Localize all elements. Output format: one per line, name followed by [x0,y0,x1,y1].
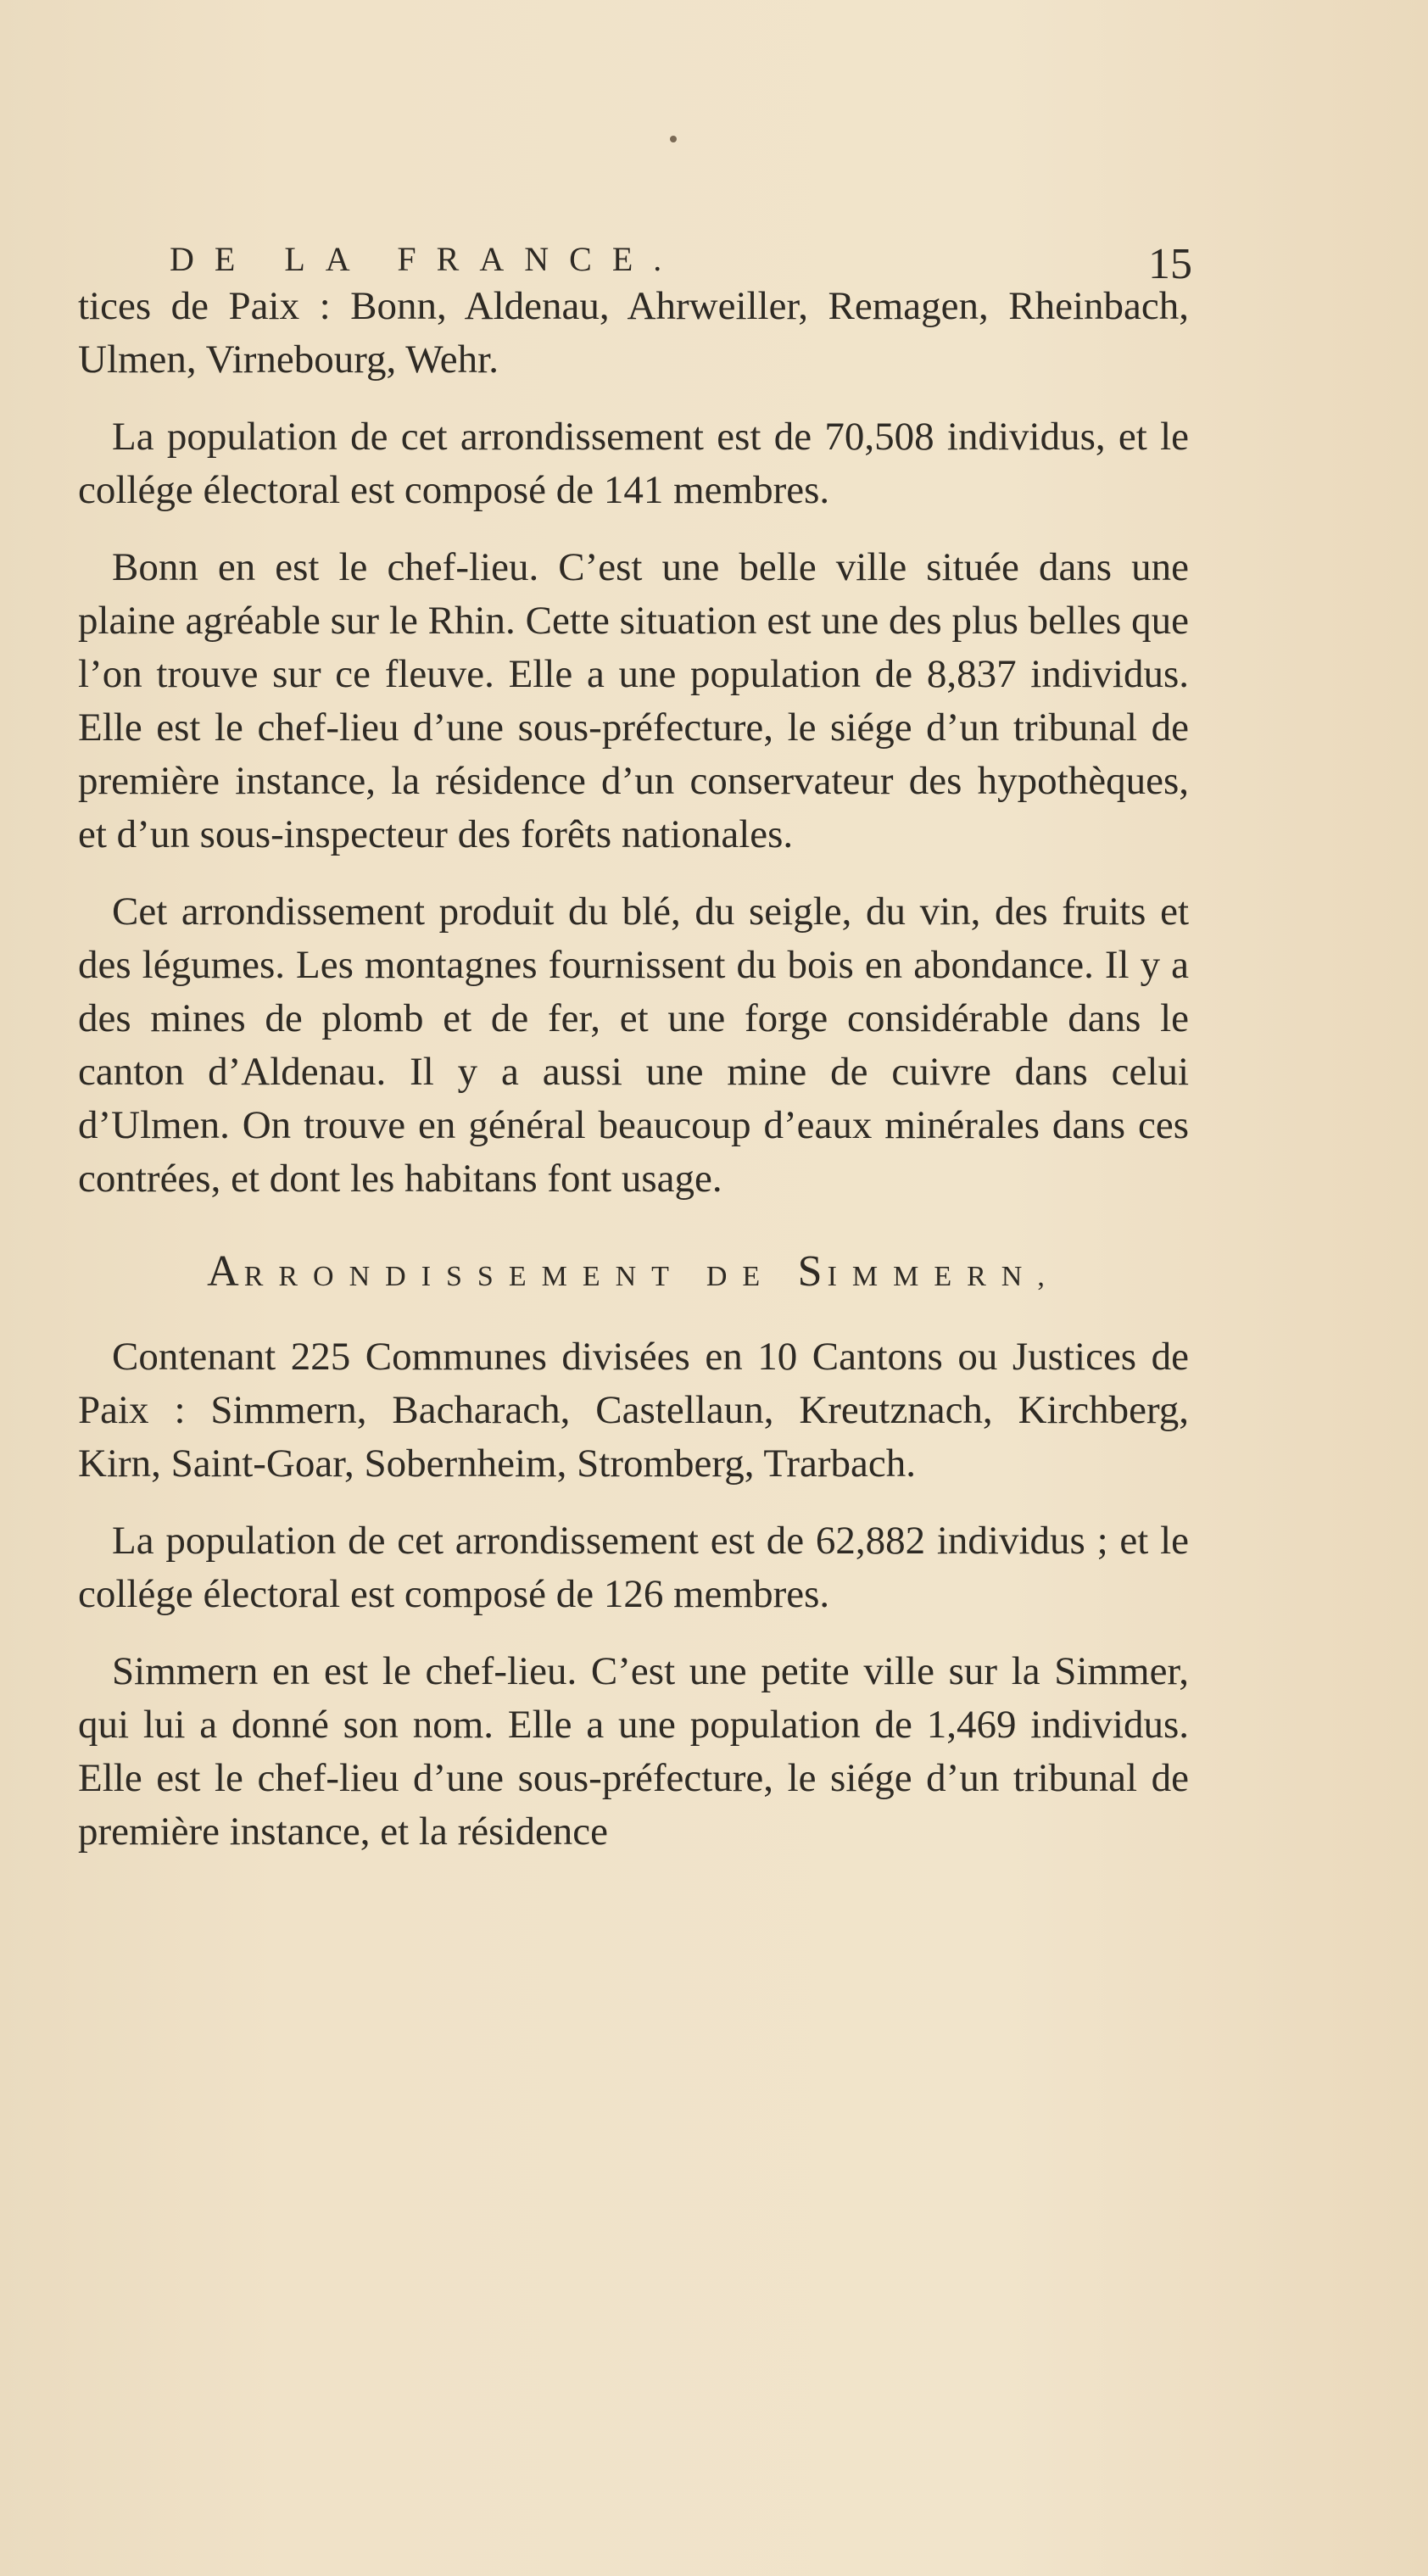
paragraph-7: Simmern en est le chef-lieu. C’est une petite ville sur la Simmer, qui lui a donné son nom. Elle a une population de 1,469 individus. Elle est le chef-lieu d’une sous-préfecture, le siége d’un tribunal de première instance, et la résidence [78,1649,1189,1854]
paragraph-5: Contenant 225 Communes divisées en 10 Cantons ou Justices de Paix : Simmern, Bacharach, Castellaun, Kreutznach, Kirchberg, Kirn, Saint-Goar, Sobernheim, Stromberg, Trarbach. [78,1335,1189,1486]
ink-speck [670,136,677,142]
paragraph-4: Cet arrondissement produit du blé, du seigle, du vin, des fruits et des légumes. Les montagnes fournissent du bois en abondance. Il y a des mines de plomb et de fer, et une forge considérable dans le canton d’Aldenau. Il y a aussi une mine de cuivre dans celui d’Ulmen. On trouve en général beaucoup d’eaux minérales dans ces contrées, et dont les habitans font usage. [78,889,1189,1201]
heading-part-2: IMMERN, [827,1261,1060,1292]
section-heading [78,1245,1189,1303]
heading-initial-a: A [207,1247,244,1296]
running-title: DE LA FRANCE. [170,240,683,278]
paragraph-1: tices de Paix : Bonn, Aldenau, Ahrweiller, Remagen, Rheinbach, Ulmen, Virnebourg, Wehr. [78,284,1189,382]
heading-part-1: RRONDISSEMENT DE [243,1261,798,1292]
heading-initial-s: S [797,1247,828,1296]
running-header [170,239,1192,288]
body-text [78,280,1189,1882]
paragraph-2: La population de cet arrondissement est de 70,508 individus, et le collége électoral est composé de 141 membres. [78,415,1189,512]
page-number: 15 [1148,240,1192,288]
paragraph-3: Bonn en est le chef-lieu. C’est une belle ville située dans une plaine agréable sur le Rhin. Cette situation est une des plus belles que l’on trouve sur ce fleuve. Elle a une population de 8,837 individus. Elle est le chef-lieu d’une sous-préfecture, le siége d’un tribunal de première instance, la résidence d’un conservateur des hypothèques, et d’un sous-inspecteur des forêts nationales. [78,545,1189,856]
paragraph-6: La population de cet arrondissement est de 62,882 individus ; et le collége électoral est composé de 126 membres. [78,1519,1189,1616]
